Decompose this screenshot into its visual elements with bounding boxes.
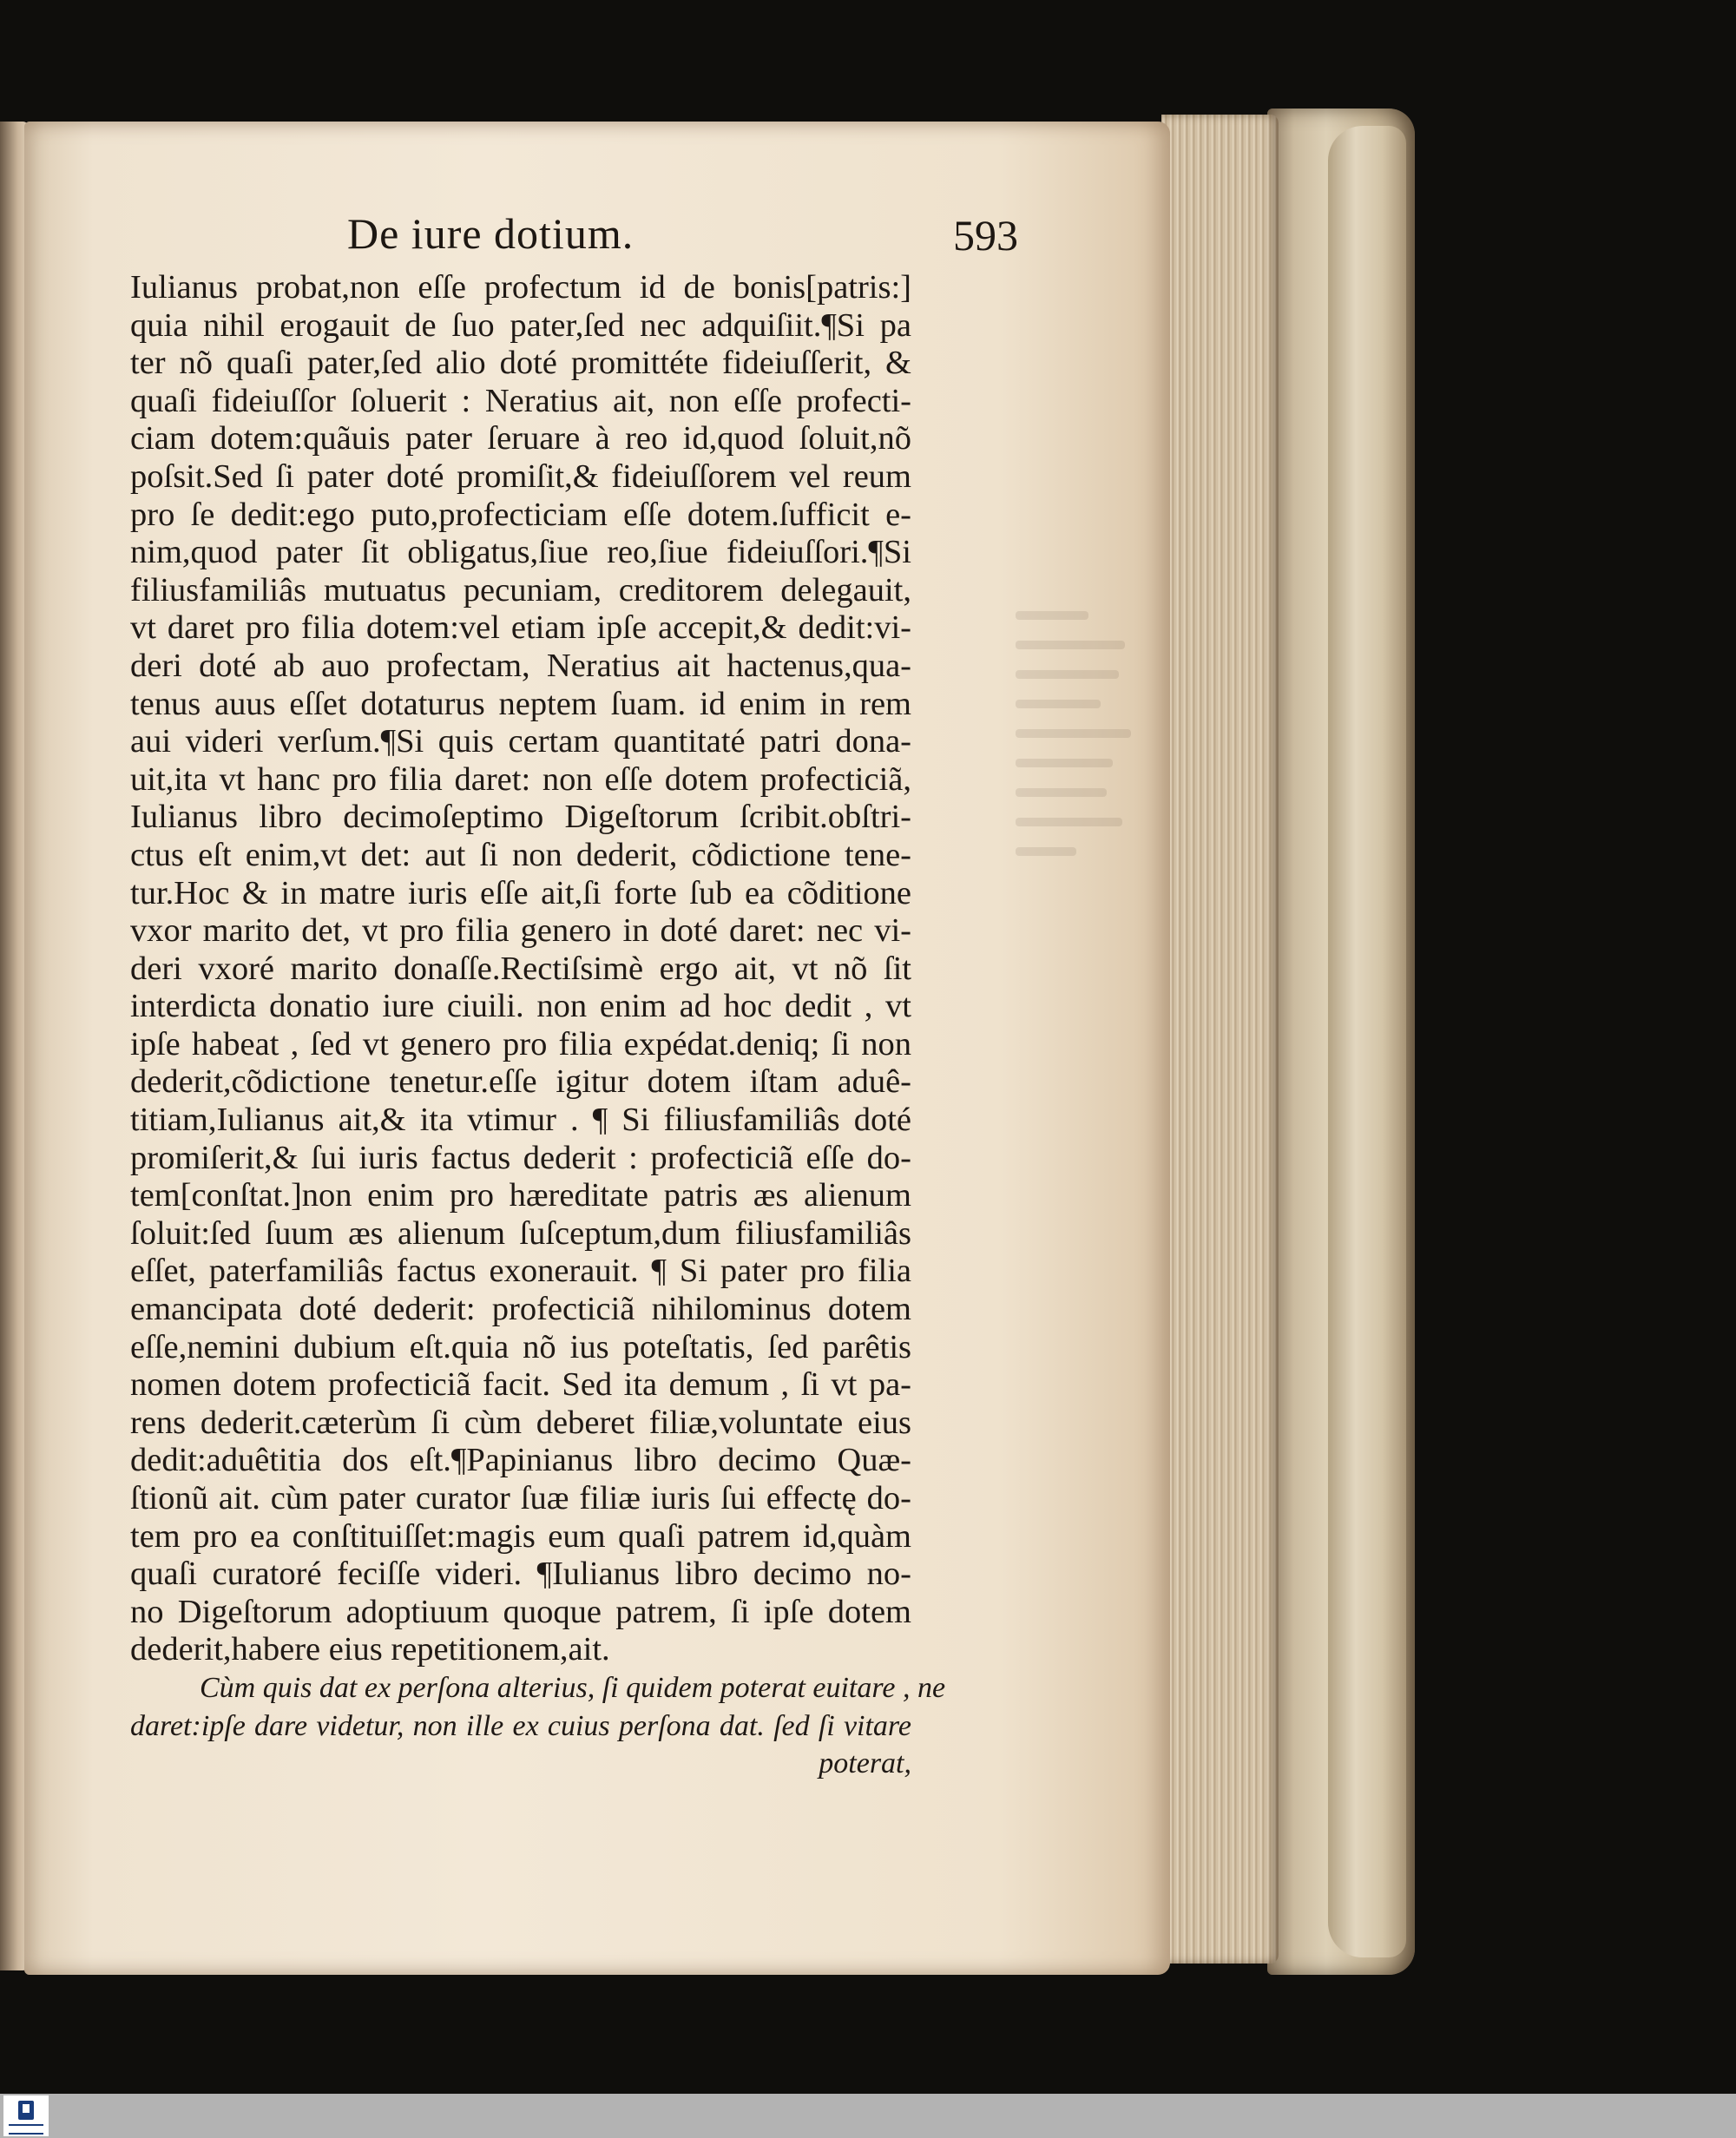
viewer-bottom-bar <box>0 2094 1736 2138</box>
text-line: promiſerit,& ſui iuris factus dederit : profecticiã eſſe do- <box>130 1139 911 1176</box>
running-head: De iure dotium. <box>347 209 635 258</box>
main-text-block <box>130 269 946 1783</box>
text-line: tenus auus eſſet dotaturus neptem ſuam. id enim in rem <box>130 685 911 722</box>
show-through-text <box>1016 590 1137 990</box>
text-line: deri doté ab auo profectam, Neratius ait hactenus,qua- <box>130 647 911 684</box>
text-line: vt daret pro filia dotem:vel etiam ipſe accepit,& dedit:vi- <box>130 609 911 647</box>
text-line: ctus eſt enim,vt det: aut ſi non dederit, cõdictione tene- <box>130 836 911 873</box>
text-line: ipſe habeat , ſed vt genero pro filia expédat.deniq; ſi non <box>130 1025 911 1062</box>
text-line: ter nõ quaſi pater,ſed alio doté promittéte fideiuſſerit, & <box>130 345 911 382</box>
gloss-line: poterat, <box>819 1747 911 1780</box>
text-line: ciam dotem:quãuis pater ſeruare à reo id,quod ſoluit,nõ <box>130 420 911 457</box>
text-line: no Digeſtorum adoptiuum quoque patrem, ſi ipſe dotem <box>130 1593 911 1630</box>
text-line: tem[conſtat.]non enim pro hæreditate patris æs alienum <box>130 1177 911 1214</box>
logo-wordmark <box>9 2124 43 2135</box>
page-fore-edge <box>1161 115 1279 1964</box>
text-line: vxor marito det, vt pro filia genero in doté daret: nec vi- <box>130 912 911 950</box>
logo-mark <box>18 2101 34 2120</box>
text-line: emancipata doté dederit: profecticiã nihilominus dotem <box>130 1291 911 1328</box>
text-line: pro ſe dedit:ego puto,profecticiam eſſe dotem.ſufficit e- <box>130 496 911 533</box>
text-line: dedit:aduêtitia dos eſt.¶Papinianus libro decimo Quæ- <box>130 1442 911 1479</box>
text-line: dederit,habere eius repetitionem,ait. <box>130 1631 610 1668</box>
text-line: deri vxoré marito donaſſe.Rectiſsimè ergo ait, vt nõ ſit <box>130 950 911 987</box>
text-line: nomen dotem profecticiã facit. Sed ita demum , ſi vt pa- <box>130 1366 911 1404</box>
text-line: ſtionũ ait. cùm pater curator ſuæ filiæ iuris ſui effectę do- <box>130 1480 911 1516</box>
text-line: dederit,cõdictione tenetur.eſſe igitur dotem iſtam aduê- <box>130 1063 911 1101</box>
text-line: quia nihil erogauit de ſuo pater,ſed nec adquiſiit.¶Si pa <box>130 306 911 344</box>
gloss-line: Cùm quis dat ex perſona alterius, ſi quidem poterat euitare , ne <box>200 1671 946 1704</box>
vellum-cover-fold <box>1328 126 1406 1957</box>
text-line: eſſet, paterfamiliâs factus exonerauit. ¶ Si pater pro filia <box>130 1253 911 1290</box>
text-line: filiusfamiliâs mutuatus pecuniam, creditorem delegauit, <box>130 571 911 609</box>
text-line: aui videri verſum.¶Si quis certam quantitaté patri dona- <box>130 723 911 760</box>
gloss-line: daret:ipſe dare videtur, non ille ex cuius perſona dat. ſed ſi vitare <box>130 1709 911 1742</box>
text-line: rens dederit.cæterùm ſi cùm deberet filiæ,voluntate eius <box>130 1404 911 1441</box>
text-line: interdicta donatio iure ciuili. non enim ad hoc dedit , vt <box>130 988 911 1025</box>
text-line: poſsit.Sed ſi pater doté promiſit,& fideiuſſorem vel reum <box>130 457 911 495</box>
text-line: quaſi fideiuſſor ſoluerit : Neratius ait, non eſſe profecti- <box>130 382 911 419</box>
text-line: nim,quod pater ſit obligatus,ſiue reo,ſiue fideiuſſori.¶Si <box>130 534 911 571</box>
page-number: 593 <box>953 211 1018 260</box>
text-line: uit,ita vt hanc pro filia daret: non eſſe dotem profecticiã, <box>130 760 911 798</box>
text-line: Iulianus libro decimoſeptimo Digeſtorum ſcribit.obſtri- <box>130 799 911 836</box>
text-line: Iulianus probat,non eſſe profectum id de bonis[patris:] <box>130 269 911 306</box>
text-line: eſſe,nemini dubium eſt.quia nõ ius poteſtatis, ſed parêtis <box>130 1328 911 1365</box>
text-line: tem pro ea conſtituiſſet:magis eum quaſi patrem id,quàm <box>130 1517 911 1555</box>
text-line: ſoluit:ſed ſuum æs alienum ſuſceptum,dum filiusfamiliâs <box>130 1214 911 1252</box>
text-line: quaſi curatoré feciſſe videri. ¶Iulianus libro decimo no- <box>130 1556 911 1593</box>
library-logo-icon[interactable] <box>3 2095 49 2136</box>
text-line: titiam,Iulianus ait,& ita vtimur . ¶ Si filiusfamiliâs doté <box>130 1102 911 1139</box>
text-line: tur.Hoc & in matre iuris eſſe ait,ſi forte ſub ea cõditione <box>130 874 911 911</box>
